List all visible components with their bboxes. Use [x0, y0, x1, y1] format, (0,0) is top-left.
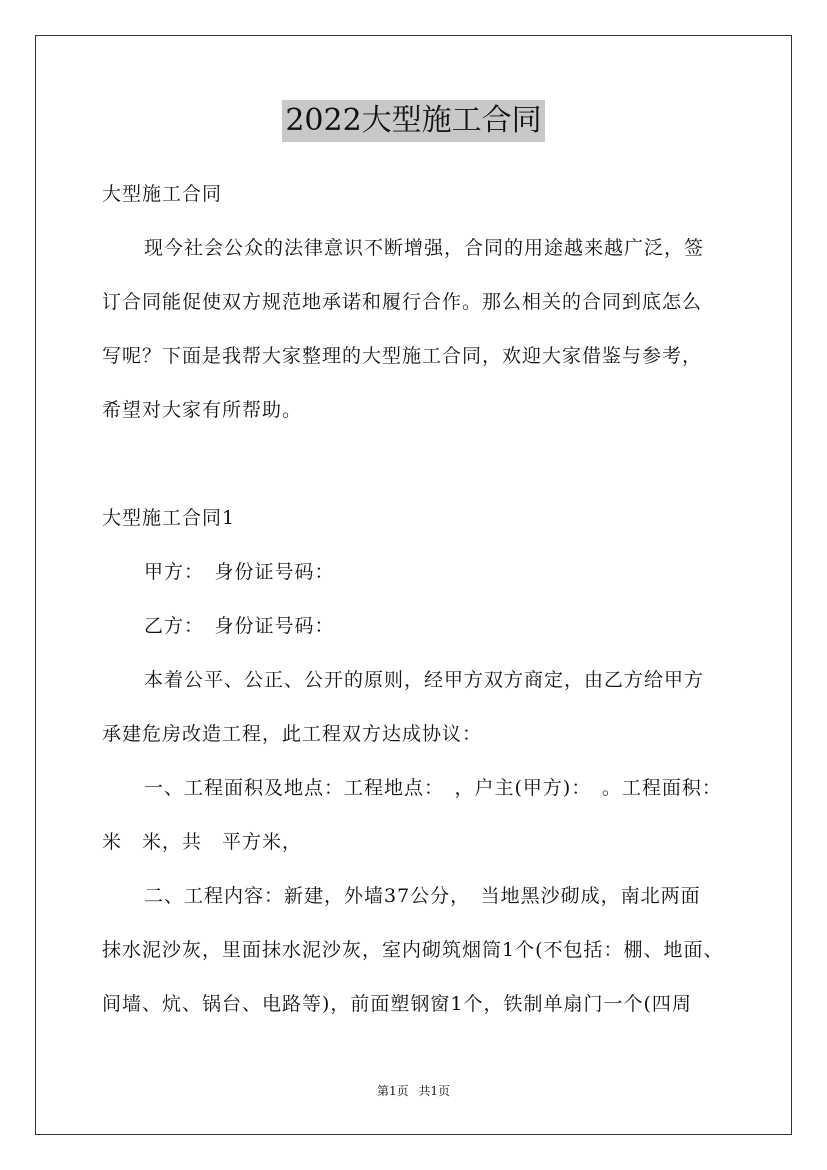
- page-total: 共1页: [418, 1084, 451, 1098]
- section-heading: 大型施工合同: [102, 183, 223, 205]
- paragraph-line: 承建危房改造工程，此工程双方达成协议：: [102, 723, 483, 745]
- title-wrap: [0, 100, 827, 142]
- paragraph-line: 一、工程面积及地点：工程地点： ，户主(甲方)： 。工程面积：: [144, 777, 722, 799]
- party-b-line: 乙方： 身份证号码：: [144, 615, 335, 637]
- section-heading: 大型施工合同1: [102, 507, 236, 529]
- paragraph-line: 希望对大家有所帮助。: [102, 399, 303, 421]
- document-title: 2022大型施工合同: [282, 100, 544, 142]
- paragraph-line: 现今社会公众的法律意识不断增强，合同的用途越来越广泛，签: [144, 237, 705, 259]
- paragraph-line: 订合同能促使双方规范地承诺和履行合作。那么相关的合同到底怎么: [102, 291, 703, 313]
- page-footer: [0, 1083, 827, 1099]
- paragraph-line: 间墙、炕、锅台、电路等)，前面塑钢窗1个，铁制单扇门一个(四周: [102, 993, 692, 1015]
- paragraph-line: 二、工程内容：新建，外墙37公分， 当地黑沙砌成，南北两面: [144, 885, 701, 907]
- paragraph-line: 米 米，共 平方米，: [102, 831, 303, 853]
- paragraph-line: 本着公平、公正、公开的原则，经甲方双方商定，由乙方给甲方: [144, 669, 705, 691]
- page-number: 第1页: [376, 1084, 409, 1098]
- party-a-line: 甲方： 身份证号码：: [144, 561, 335, 583]
- paragraph-line: 写呢？下面是我帮大家整理的大型施工合同，欢迎大家借鉴与参考，: [102, 345, 703, 367]
- paragraph-line: 抹水泥沙灰，里面抹水泥沙灰，室内砌筑烟筒1个(不包括：棚、地面、: [102, 939, 724, 961]
